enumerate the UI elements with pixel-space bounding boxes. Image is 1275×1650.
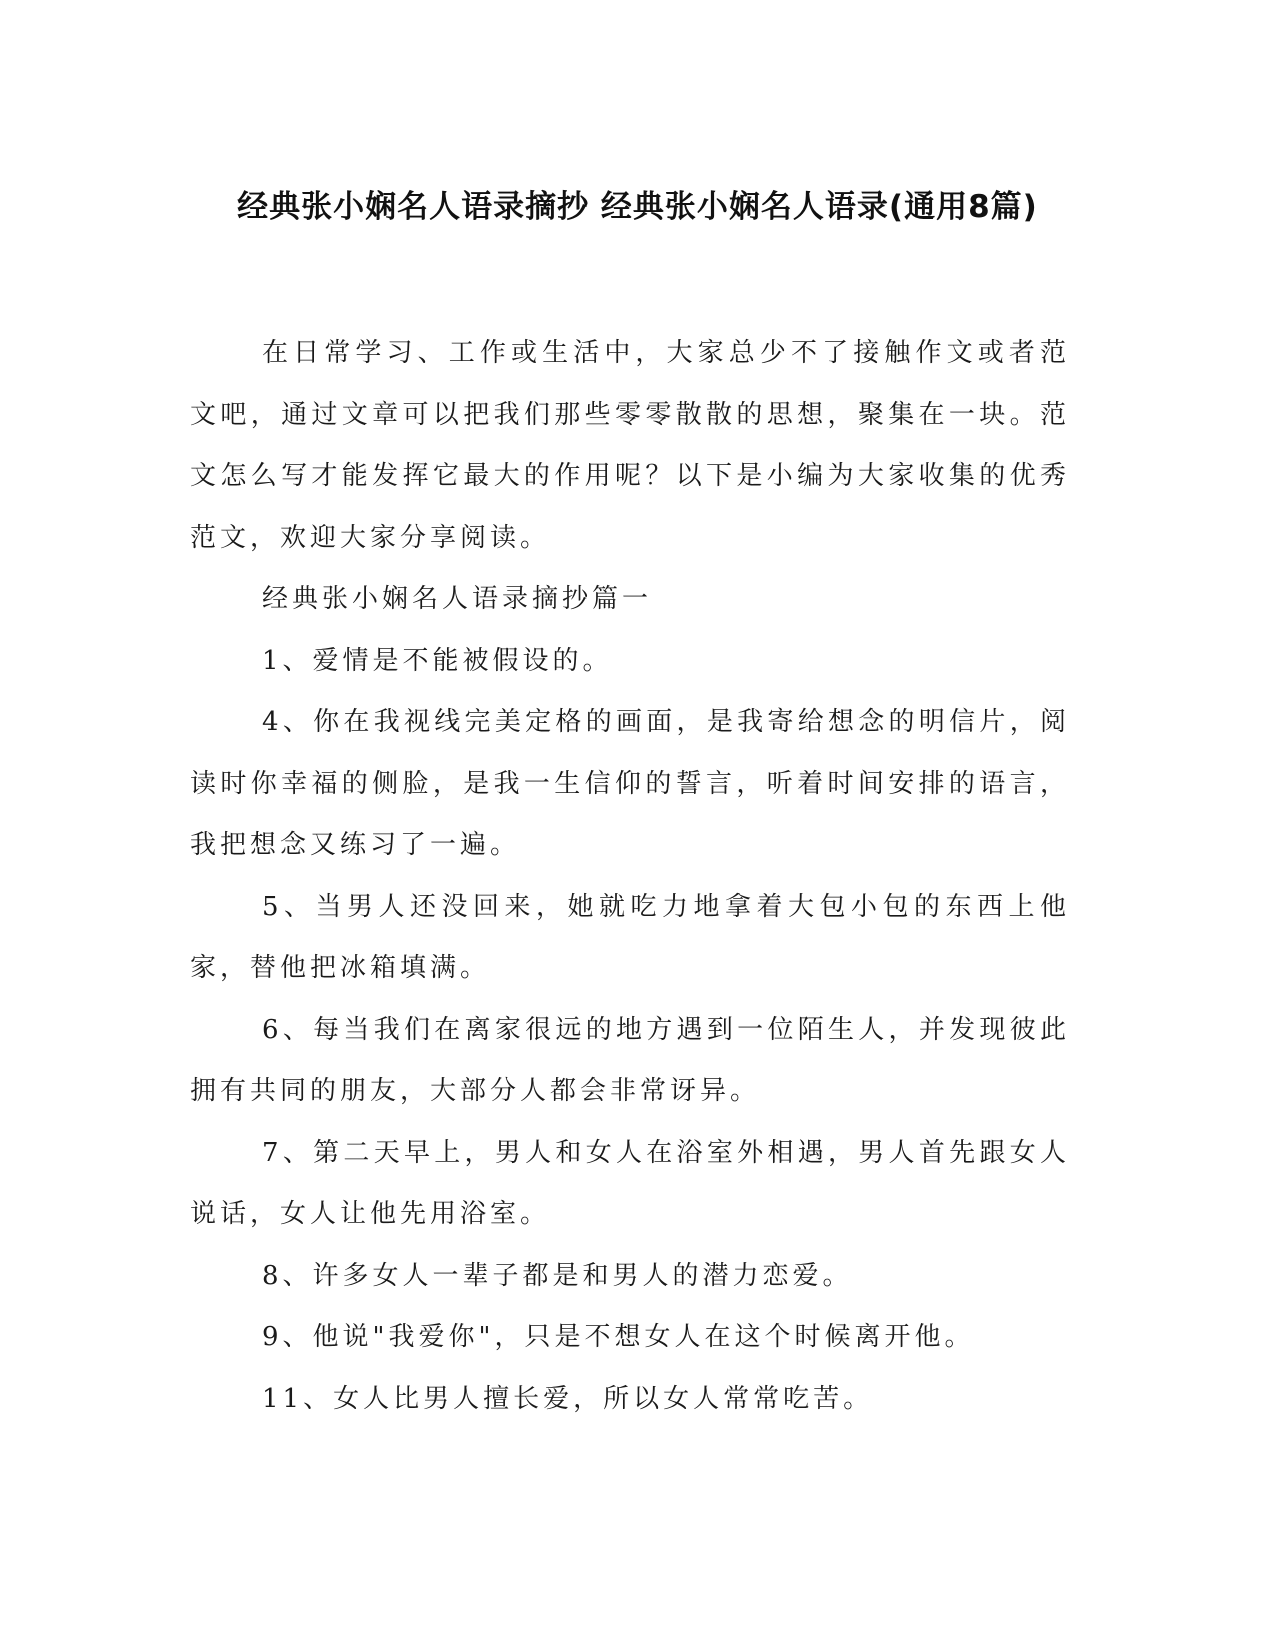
quote-item: 5、当男人还没回来，她就吃力地拿着大包小包的东西上他家，替他把冰箱填满。	[190, 891, 1070, 983]
quote-item: 4、你在我视线完美定格的画面，是我寄给想念的明信片，阅读时你幸福的侧脸，是我一生信仰的誓言，听着时间安排的语言，我把想念又练习了一遍。	[190, 707, 1070, 860]
intro-paragraph: 在日常学习、工作或生活中，大家总少不了接触作文或者范文吧，通过文章可以把我们那些零零散散的思想，聚集在一块。范文怎么写才能发挥它最大的作用呢？以下是小编为大家收集的优秀范文，欢迎大家分享阅读。	[190, 338, 1070, 553]
quote-item: 6、每当我们在离家很远的地方遇到一位陌生人，并发现彼此拥有共同的朋友，大部分人都会非常讶异。	[190, 1014, 1070, 1106]
quote-item: 9、他说"我爱你"，只是不想女人在这个时候离开他。	[262, 1322, 975, 1352]
quote-item: 1、爱情是不能被假设的。	[262, 645, 613, 676]
document-body	[190, 323, 1070, 1430]
document-title: 经典张小娴名人语录摘抄 经典张小娴名人语录(通用8篇)	[237, 189, 1038, 225]
quote-item: 8、许多女人一辈子都是和男人的潜力恋爱。	[262, 1260, 853, 1291]
quote-item: 11、女人比男人擅长爱，所以女人常常吃苦。	[262, 1383, 874, 1414]
quote-item: 7、第二天早上，男人和女人在浴室外相遇，男人首先跟女人说话，女人让他先用浴室。	[190, 1137, 1070, 1229]
section-heading: 经典张小娴名人语录摘抄篇一	[262, 584, 653, 614]
